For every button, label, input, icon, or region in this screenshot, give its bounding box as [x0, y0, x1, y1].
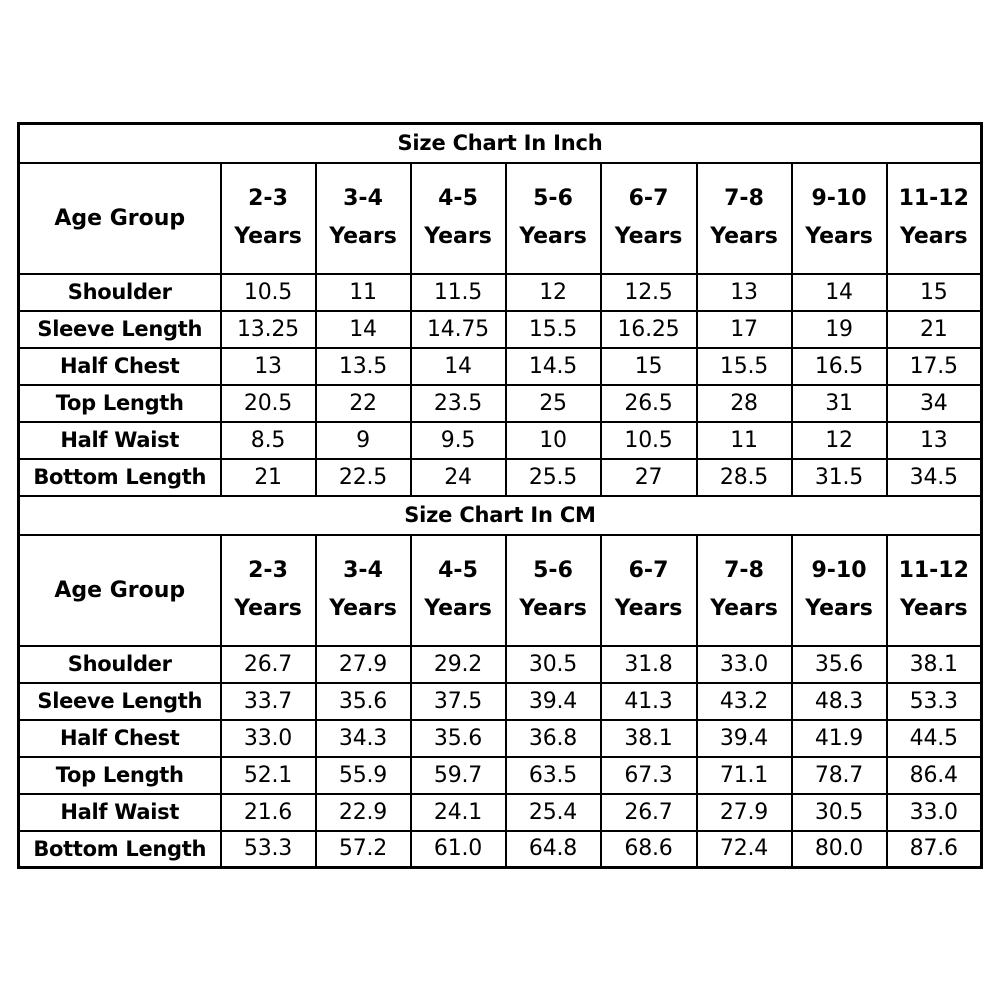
measurement-value: 22.9 — [316, 794, 411, 831]
measurement-value: 15.5 — [506, 311, 601, 348]
table-row — [19, 385, 982, 422]
measurement-value: 12 — [506, 274, 601, 311]
measurement-value: 28 — [697, 385, 792, 422]
measurement-value: 41.3 — [601, 683, 697, 720]
measurement-value: 25.4 — [506, 794, 601, 831]
age-group-cell — [601, 535, 697, 646]
measurement-value: 13 — [221, 348, 316, 385]
measurement-value: 14 — [316, 311, 411, 348]
measurement-value: 11 — [697, 422, 792, 459]
measurement-value: 34.3 — [316, 720, 411, 757]
measurement-value: 16.5 — [792, 348, 887, 385]
measurement-value: 27.9 — [697, 794, 792, 831]
age-group-cell — [887, 163, 982, 274]
measurement-value: 9.5 — [411, 422, 506, 459]
measurement-value: 64.8 — [506, 831, 601, 868]
measurement-label: Shoulder — [19, 274, 221, 311]
measurement-value: 12.5 — [601, 274, 697, 311]
age-range: 6-7 — [628, 186, 669, 211]
measurement-value: 24.1 — [411, 794, 506, 831]
age-group-cell — [506, 535, 601, 646]
age-unit: Years — [424, 596, 492, 621]
measurement-value: 25.5 — [506, 459, 601, 496]
measurement-value: 21 — [887, 311, 982, 348]
age-group-cell — [221, 535, 316, 646]
age-unit: Years — [614, 596, 683, 621]
age-group-cell — [792, 163, 887, 274]
table-row — [19, 683, 982, 720]
section-title-cm: Size Chart In CM — [19, 496, 982, 535]
table-row — [19, 794, 982, 831]
age-unit: Years — [234, 596, 302, 621]
age-unit: Years — [329, 596, 397, 621]
measurement-value: 35.6 — [792, 646, 887, 683]
measurement-value: 10 — [506, 422, 601, 459]
age-unit: Years — [424, 224, 492, 249]
age-group-label: Age Group — [19, 535, 221, 646]
measurement-value: 86.4 — [887, 757, 982, 794]
measurement-value: 13 — [697, 274, 792, 311]
section-title-inch: Size Chart In Inch — [19, 124, 982, 163]
measurement-value: 35.6 — [411, 720, 506, 757]
measurement-value: 59.7 — [411, 757, 506, 794]
measurement-value: 16.25 — [601, 311, 697, 348]
measurement-value: 23.5 — [411, 385, 506, 422]
measurement-value: 71.1 — [697, 757, 792, 794]
measurement-value: 13 — [887, 422, 982, 459]
measurement-value: 20.5 — [221, 385, 316, 422]
measurement-value: 22.5 — [316, 459, 411, 496]
measurement-value: 36.8 — [506, 720, 601, 757]
age-range: 4-5 — [438, 186, 478, 211]
age-group-label: Age Group — [19, 163, 221, 274]
age-range: 2-3 — [248, 186, 288, 211]
measurement-value: 31.5 — [792, 459, 887, 496]
age-range: 11-12 — [898, 186, 969, 211]
measurement-label: Bottom Length — [19, 831, 221, 868]
measurement-value: 78.7 — [792, 757, 887, 794]
age-group-cell — [887, 535, 982, 646]
measurement-value: 80.0 — [792, 831, 887, 868]
measurement-value: 11.5 — [411, 274, 506, 311]
age-range: 6-7 — [628, 558, 669, 583]
measurement-value: 26.5 — [601, 385, 697, 422]
measurement-value: 53.3 — [887, 683, 982, 720]
age-range: 7-8 — [724, 558, 764, 583]
measurement-label: Top Length — [19, 385, 221, 422]
measurement-label: Half Waist — [19, 422, 221, 459]
age-group-header-row-cm — [19, 535, 982, 646]
age-unit: Years — [710, 224, 778, 249]
measurement-value: 33.0 — [887, 794, 982, 831]
age-unit: Years — [519, 596, 587, 621]
measurement-value: 14.5 — [506, 348, 601, 385]
age-group-cell — [411, 163, 506, 274]
age-group-cell — [316, 535, 411, 646]
measurement-value: 31 — [792, 385, 887, 422]
measurement-value: 68.6 — [601, 831, 697, 868]
measurement-value: 21 — [221, 459, 316, 496]
table-row — [19, 831, 982, 868]
measurement-value: 33.0 — [221, 720, 316, 757]
measurement-value: 48.3 — [792, 683, 887, 720]
measurement-value: 43.2 — [697, 683, 792, 720]
measurement-value: 63.5 — [506, 757, 601, 794]
measurement-label: Sleeve Length — [19, 683, 221, 720]
measurement-value: 25 — [506, 385, 601, 422]
age-group-cell — [506, 163, 601, 274]
measurement-value: 39.4 — [697, 720, 792, 757]
age-range: 2-3 — [248, 558, 288, 583]
table-row — [19, 348, 982, 385]
age-unit: Years — [805, 596, 873, 621]
measurement-value: 15 — [887, 274, 982, 311]
measurement-label: Bottom Length — [19, 459, 221, 496]
age-unit: Years — [899, 224, 968, 249]
measurement-value: 72.4 — [697, 831, 792, 868]
measurement-label: Shoulder — [19, 646, 221, 683]
measurement-value: 55.9 — [316, 757, 411, 794]
age-unit: Years — [805, 224, 873, 249]
age-group-cell — [601, 163, 697, 274]
table-row — [19, 274, 982, 311]
measurement-value: 14.75 — [411, 311, 506, 348]
measurement-value: 29.2 — [411, 646, 506, 683]
measurement-value: 14 — [411, 348, 506, 385]
measurement-value: 17.5 — [887, 348, 982, 385]
age-group-cell — [411, 535, 506, 646]
age-group-cell — [316, 163, 411, 274]
measurement-label: Half Waist — [19, 794, 221, 831]
measurement-value: 8.5 — [221, 422, 316, 459]
measurement-value: 15 — [601, 348, 697, 385]
age-range: 5-6 — [533, 186, 573, 211]
age-group-header-row-inch — [19, 163, 982, 274]
age-unit: Years — [519, 224, 587, 249]
age-group-cell — [221, 163, 316, 274]
measurement-value: 30.5 — [506, 646, 601, 683]
age-range: 4-5 — [438, 558, 478, 583]
measurement-value: 26.7 — [221, 646, 316, 683]
measurement-value: 38.1 — [601, 720, 697, 757]
measurement-value: 37.5 — [411, 683, 506, 720]
measurement-value: 13.5 — [316, 348, 411, 385]
section-title-row-cm — [19, 496, 982, 535]
measurement-value: 17 — [697, 311, 792, 348]
age-unit: Years — [899, 596, 968, 621]
measurement-label: Top Length — [19, 757, 221, 794]
size-chart-table — [17, 122, 983, 869]
measurement-value: 38.1 — [887, 646, 982, 683]
measurement-value: 26.7 — [601, 794, 697, 831]
measurement-value: 30.5 — [792, 794, 887, 831]
measurement-value: 33.0 — [697, 646, 792, 683]
age-range: 9-10 — [811, 186, 867, 211]
measurement-value: 34 — [887, 385, 982, 422]
measurement-value: 9 — [316, 422, 411, 459]
measurement-value: 12 — [792, 422, 887, 459]
measurement-value: 19 — [792, 311, 887, 348]
measurement-value: 21.6 — [221, 794, 316, 831]
measurement-value: 67.3 — [601, 757, 697, 794]
table-row — [19, 646, 982, 683]
measurement-value: 15.5 — [697, 348, 792, 385]
measurement-value: 39.4 — [506, 683, 601, 720]
age-range: 5-6 — [533, 558, 573, 583]
measurement-value: 11 — [316, 274, 411, 311]
measurement-value: 41.9 — [792, 720, 887, 757]
table-row — [19, 757, 982, 794]
measurement-value: 57.2 — [316, 831, 411, 868]
section-title-row-inch — [19, 124, 982, 163]
age-unit: Years — [710, 596, 778, 621]
measurement-value: 44.5 — [887, 720, 982, 757]
measurement-value: 34.5 — [887, 459, 982, 496]
measurement-value: 52.1 — [221, 757, 316, 794]
measurement-value: 28.5 — [697, 459, 792, 496]
measurement-value: 22 — [316, 385, 411, 422]
age-range: 11-12 — [898, 558, 969, 583]
age-range: 9-10 — [811, 558, 867, 583]
age-group-cell — [697, 163, 792, 274]
measurement-label: Sleeve Length — [19, 311, 221, 348]
measurement-value: 31.8 — [601, 646, 697, 683]
age-range: 7-8 — [724, 186, 764, 211]
table-row — [19, 311, 982, 348]
measurement-label: Half Chest — [19, 348, 221, 385]
age-unit: Years — [234, 224, 302, 249]
measurement-label: Half Chest — [19, 720, 221, 757]
measurement-value: 13.25 — [221, 311, 316, 348]
age-unit: Years — [329, 224, 397, 249]
age-range: 3-4 — [343, 558, 383, 583]
measurement-value: 10.5 — [221, 274, 316, 311]
measurement-value: 61.0 — [411, 831, 506, 868]
measurement-value: 27 — [601, 459, 697, 496]
table-row — [19, 459, 982, 496]
table-row — [19, 720, 982, 757]
measurement-value: 24 — [411, 459, 506, 496]
measurement-value: 87.6 — [887, 831, 982, 868]
age-group-cell — [697, 535, 792, 646]
measurement-value: 14 — [792, 274, 887, 311]
age-unit: Years — [614, 224, 683, 249]
age-group-cell — [792, 535, 887, 646]
measurement-value: 33.7 — [221, 683, 316, 720]
measurement-value: 27.9 — [316, 646, 411, 683]
measurement-value: 35.6 — [316, 683, 411, 720]
table-row — [19, 422, 982, 459]
measurement-value: 10.5 — [601, 422, 697, 459]
age-range: 3-4 — [343, 186, 383, 211]
measurement-value: 53.3 — [221, 831, 316, 868]
